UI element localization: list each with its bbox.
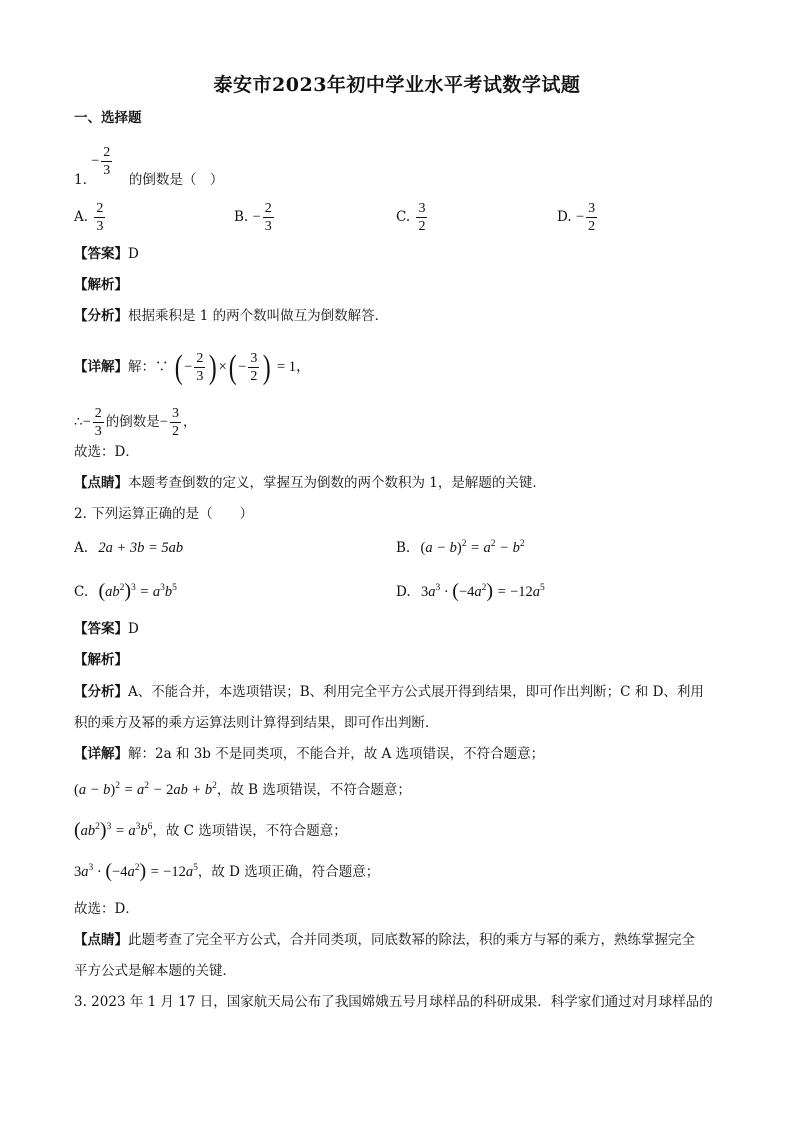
q2-option-d: D. $3a^3 \cdot (-4a^2) = -12a^5$ <box>396 580 545 602</box>
q2-option-c: C. $(ab^2)^3 = a^3b^5$ <box>74 580 177 602</box>
q2-detail-b: $(a - b)^2 = a^2 - 2ab + b^2$，故 B 选项错误，不符合题意； <box>74 781 411 798</box>
q1-answer: 【答案】D <box>74 246 139 262</box>
q2-answer: 【答案】D <box>74 621 139 637</box>
q1-option-d: D. − $\frac{3}{2}$ <box>557 201 596 234</box>
q1-option-a: A. $\frac{2}{3}$ <box>74 201 104 234</box>
q2-option-a: A. 2a + 3b = 5ab <box>74 540 184 556</box>
q1-dianjing: 【点睛】本题考查倒数的定义，掌握互为倒数的两个数积为 1，是解题的关键． <box>74 475 546 491</box>
q1-choose: 故选：D． <box>74 444 139 460</box>
q1-stem: 1. 的倒数是（ ） <box>74 172 224 188</box>
q2-stem: 2. 下列运算正确的是（ ） <box>74 506 254 522</box>
q2-fenxi-line2: 积的乘方及幂的乘方运算法则计算得到结果，即可作出判断． <box>74 715 439 731</box>
q2-choose: 故选：D． <box>74 901 139 917</box>
q2-dianjing-line2: 平方公式是解本题的关键． <box>74 963 236 979</box>
q2-detail-d: $3a^3 \cdot (-4a^2) = -12a^5$，故 D 选项正确，符合题意； <box>74 860 380 882</box>
q2-dianjing-line1: 【点睛】此题考查了完全平方公式，合并同类项，同底数幂的除法，积的乘方与幂的乘方，熟练掌握完全 <box>74 932 695 948</box>
q1-neg-fraction: − $\frac{2}{3}$ <box>91 145 111 178</box>
section-heading: 一、选择题 <box>74 110 142 126</box>
q2-detail-line1: 【详解】解：2a 和 3b 不是同类项，不能合并，故 A 选项错误，不符合题意； <box>74 746 545 762</box>
q1-fenxi: 【分析】根据乘积是 1 的两个数叫做互为倒数解答． <box>74 308 389 324</box>
q1-analysis-tag: 【解析】 <box>74 277 128 293</box>
q2-analysis-tag: 【解析】 <box>74 652 128 668</box>
q1-option-b: B. − $\frac{2}{3}$ <box>234 201 272 234</box>
q1-option-c: C. $\frac{3}{2}$ <box>396 201 426 234</box>
q1-detail: 【详解】解：∵ ( − $\frac{2}{3}$ ) ×( − $\frac{3}{2}$ ) = 1， <box>74 348 311 386</box>
q1-therefore: ∴− $\frac{2}{3}$ 的倒数是− $\frac{3}{2}$ ， <box>74 406 197 439</box>
q2-detail-c: $(ab^2)^3 = a^3b^6$，故 C 选项错误，不符合题意； <box>74 819 347 841</box>
q3-stem: 3. 2023 年 1 月 17 日，国家航天局公布了我国嫦娥五号月球样品的科研成果．科学家们通过对月球样品的 <box>74 994 713 1010</box>
page-title: 泰安市2023年初中学业水平考试数学试题 <box>213 74 581 96</box>
q2-fenxi-line1: 【分析】A、不能合并，本选项错误；B、利用完全平方公式展开得到结果，即可作出判断；C 和 D、利用 <box>74 684 704 700</box>
q2-option-b: B. $(a - b)^2 = a^2 - b^2$ <box>396 539 525 556</box>
